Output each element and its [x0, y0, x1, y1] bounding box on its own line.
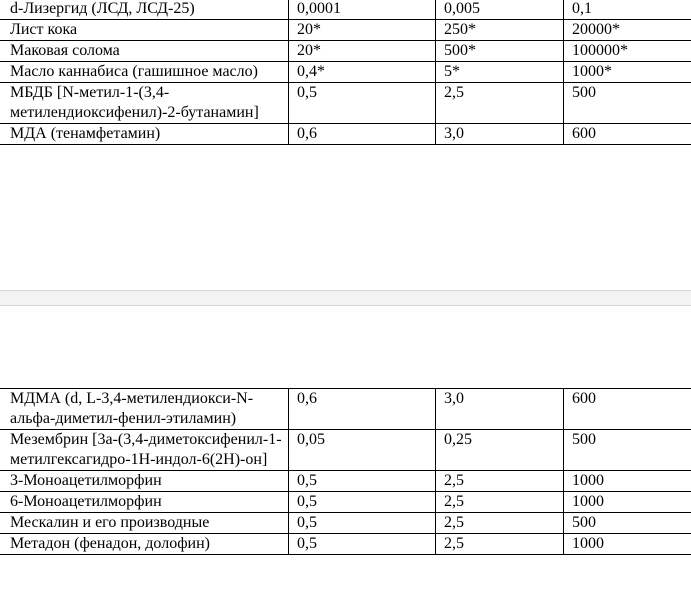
value-cell-1[interactable]: 0,05 — [289, 430, 436, 471]
value-cell-1[interactable]: 0,5 — [289, 492, 436, 513]
value-cell-2[interactable]: 500* — [436, 41, 564, 62]
substance-name-cell[interactable]: 3-Моноацетилморфин — [0, 471, 289, 492]
value-cell-1[interactable]: 0,6 — [289, 389, 436, 430]
table-row — [0, 389, 691, 430]
table-row — [0, 41, 691, 62]
value-cell-2[interactable]: 2,5 — [436, 534, 564, 555]
value-cell-3[interactable]: 600 — [564, 124, 691, 145]
document-page-top — [0, 0, 691, 290]
table-row — [0, 534, 691, 555]
table-row — [0, 62, 691, 83]
substance-name-cell[interactable]: МБДБ [N-метил-1-(3,4-метилендиоксифенил)-2-бутанамин] — [0, 83, 289, 124]
value-cell-1[interactable]: 0,5 — [289, 83, 436, 124]
substance-name-cell[interactable]: Метадон (фенадон, долофин) — [0, 534, 289, 555]
value-cell-2[interactable]: 3,0 — [436, 389, 564, 430]
substances-table-bottom — [0, 388, 691, 555]
table-row — [0, 20, 691, 41]
value-cell-3[interactable]: 1000 — [564, 471, 691, 492]
substance-name-cell[interactable]: Лист кока — [0, 20, 289, 41]
value-cell-2[interactable]: 0,25 — [436, 430, 564, 471]
value-cell-3[interactable]: 1000 — [564, 534, 691, 555]
substance-name-cell[interactable]: d-Лизергид (ЛСД, ЛСД-25) — [0, 0, 289, 20]
table-row — [0, 83, 691, 124]
value-cell-2[interactable]: 5* — [436, 62, 564, 83]
value-cell-3[interactable]: 1000 — [564, 492, 691, 513]
document-page-bottom — [0, 306, 691, 599]
value-cell-2[interactable]: 2,5 — [436, 83, 564, 124]
value-cell-1[interactable]: 20* — [289, 41, 436, 62]
value-cell-1[interactable]: 0,4* — [289, 62, 436, 83]
value-cell-3[interactable]: 500 — [564, 513, 691, 534]
value-cell-3[interactable]: 600 — [564, 389, 691, 430]
substances-table-top — [0, 0, 691, 145]
value-cell-3[interactable]: 500 — [564, 430, 691, 471]
value-cell-2[interactable]: 2,5 — [436, 492, 564, 513]
value-cell-1[interactable]: 20* — [289, 20, 436, 41]
substance-name-cell[interactable]: Маковая солома — [0, 41, 289, 62]
value-cell-3[interactable]: 500 — [564, 83, 691, 124]
value-cell-2[interactable]: 0,005 — [436, 0, 564, 20]
value-cell-1[interactable]: 0,5 — [289, 471, 436, 492]
value-cell-2[interactable]: 2,5 — [436, 471, 564, 492]
page-break-gap — [0, 290, 691, 306]
substance-name-cell[interactable]: Мезембрин [3а-(3,4-диметоксифенил-1-метилгексагидро-1Н-индол-6(2Н)-он] — [0, 430, 289, 471]
substance-name-cell[interactable]: 6-Моноацетилморфин — [0, 492, 289, 513]
value-cell-1[interactable]: 0,6 — [289, 124, 436, 145]
value-cell-3[interactable]: 20000* — [564, 20, 691, 41]
value-cell-3[interactable]: 1000* — [564, 62, 691, 83]
substance-name-cell[interactable]: Мескалин и его производные — [0, 513, 289, 534]
table-row — [0, 124, 691, 145]
value-cell-1[interactable]: 0,0001 — [289, 0, 436, 20]
value-cell-1[interactable]: 0,5 — [289, 513, 436, 534]
value-cell-1[interactable]: 0,5 — [289, 534, 436, 555]
value-cell-3[interactable]: 100000* — [564, 41, 691, 62]
substance-name-cell[interactable]: Масло каннабиса (гашишное масло) — [0, 62, 289, 83]
table-row — [0, 513, 691, 534]
table-row — [0, 430, 691, 471]
value-cell-2[interactable]: 250* — [436, 20, 564, 41]
value-cell-2[interactable]: 3,0 — [436, 124, 564, 145]
substance-name-cell[interactable]: МДМА (d, L-3,4-метилендиокси-N-альфа-диметил-фенил-этиламин) — [0, 389, 289, 430]
table-row — [0, 0, 691, 20]
value-cell-3[interactable]: 0,1 — [564, 0, 691, 20]
table-row — [0, 471, 691, 492]
value-cell-2[interactable]: 2,5 — [436, 513, 564, 534]
substance-name-cell[interactable]: МДА (тенамфетамин) — [0, 124, 289, 145]
table-row — [0, 492, 691, 513]
